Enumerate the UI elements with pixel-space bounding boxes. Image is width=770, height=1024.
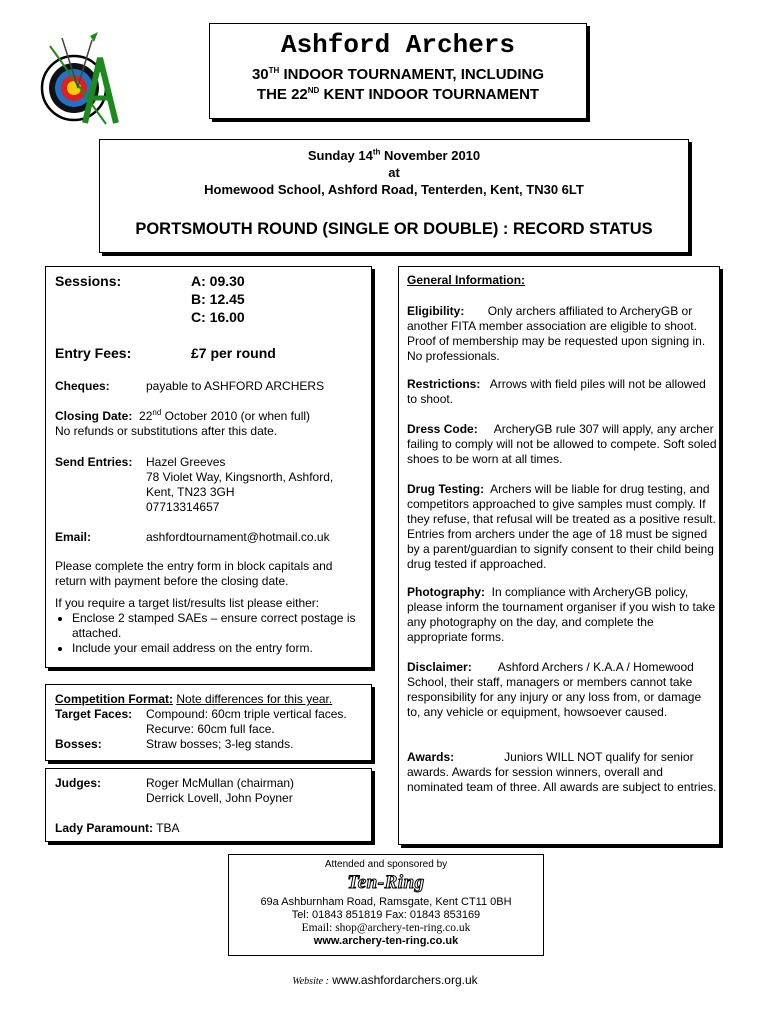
bosses-label: Bosses: bbox=[55, 737, 102, 751]
target-list-options bbox=[46, 611, 390, 656]
club-name: Ashford Archers bbox=[280, 30, 516, 60]
sponsor-address: 69a Ashburnham Road, Ramsgate, Kent CT11 0BH bbox=[260, 896, 512, 908]
competition-format-box bbox=[45, 684, 372, 761]
faces-label: Target Faces: bbox=[55, 707, 133, 721]
cheques-label: Cheques: bbox=[55, 379, 110, 393]
list-item: • Enclose 2 stamped SAEs – ensure correct postage is attached. bbox=[72, 611, 390, 641]
judges-box bbox=[45, 768, 372, 842]
archery-target-logo-icon bbox=[30, 28, 125, 128]
tournament-line-1: 30TH INDOOR TOURNAMENT, INCLUDING bbox=[251, 66, 545, 83]
lady-paramount: Lady Paramount: TBA bbox=[55, 821, 180, 835]
event-venue: Homewood School, Ashford Road, Tenterden, Kent, TN30 6LT bbox=[204, 182, 584, 197]
dress-code-paragraph: Dress Code: ArcheryGB rule 307 will apply, any archer failing to comply will not be allowed to compete. Soft soled shoes to be worn at all times. bbox=[407, 422, 717, 466]
email-value[interactable]: ashfordtournament@hotmail.co.uk bbox=[146, 530, 330, 544]
fees-label: Entry Fees: bbox=[55, 345, 132, 361]
no-refunds: No refunds or substitutions after this date. bbox=[55, 424, 278, 438]
sponsor-attended: Attended and sponsored by bbox=[324, 859, 448, 870]
sponsor-phone: Tel: 01843 851819 Fax: 01843 853169 bbox=[291, 909, 481, 921]
judge-line: Roger McMullan (chairman) bbox=[146, 776, 295, 790]
website-label: Website : bbox=[292, 976, 329, 987]
general-info-heading: General Information: bbox=[407, 273, 526, 287]
session-c: C: 16.00 bbox=[191, 309, 245, 325]
sponsor-box bbox=[228, 854, 544, 956]
send-line: Kent, TN23 3GH bbox=[146, 485, 235, 499]
send-line: Hazel Greeves bbox=[146, 455, 226, 469]
website-url[interactable]: www.ashfordarchers.org.uk bbox=[332, 973, 478, 987]
entry-details-box bbox=[45, 266, 372, 668]
restrictions-paragraph: Restrictions: Arrows with field piles will not be allowed to shoot. bbox=[407, 377, 706, 406]
club-logo bbox=[30, 28, 125, 128]
closing-date: Closing Date: 22nd October 2010 (or when full) bbox=[55, 408, 311, 423]
event-date: Sunday 14th November 2010 bbox=[307, 147, 481, 163]
list-item: • Include your email address on the entry form. bbox=[72, 641, 390, 656]
sponsor-email[interactable]: Email: shop@archery-ten-ring.co.uk bbox=[301, 922, 471, 934]
format-heading: Competition Format: Note differences for this year. bbox=[55, 692, 333, 706]
session-b: B: 12.45 bbox=[191, 291, 245, 307]
faces-line: Compound: 60cm triple vertical faces. bbox=[146, 707, 347, 721]
complete-form-line: Please complete the entry form in block capitals and bbox=[55, 559, 333, 573]
cheques-value: payable to ASHFORD ARCHERS bbox=[146, 379, 325, 393]
bosses-value: Straw bosses; 3-leg stands. bbox=[146, 737, 294, 751]
footer-website bbox=[0, 972, 770, 990]
title-box bbox=[209, 23, 587, 119]
target-list-intro: If you require a target list/results list please either: bbox=[55, 596, 320, 610]
general-info-box bbox=[398, 266, 720, 845]
session-a: A: 09.30 bbox=[191, 273, 245, 289]
sponsor-brand-logo: Ten-Ring bbox=[347, 872, 425, 893]
photography-paragraph: Photography: In compliance with ArcheryGB policy, please inform the tournament organiser if you wish to take any photography on the day, and complete the appropriate forms. bbox=[407, 585, 716, 644]
drug-testing-paragraph: Drug Testing: Archers will be liable for drug testing, and competitors approached to give samples must comply. If they refuse, that refusal will be treated as a positive result. Entries from archers under the age of 18 must be signed by a parent/guardian to signify consent to their child being drug tested if approached. bbox=[407, 482, 716, 571]
sessions-label: Sessions: bbox=[55, 273, 122, 289]
event-at: at bbox=[388, 165, 400, 180]
tournament-line-2: THE 22ND KENT INDOOR TOURNAMENT bbox=[256, 86, 540, 103]
send-entries-label: Send Entries: bbox=[55, 455, 133, 469]
judges-label: Judges: bbox=[55, 776, 102, 790]
eligibility-paragraph: Eligibility: Only archers affiliated to ArcheryGB or another FITA member association are eligible to shoot. Proof of membership may be requested upon signing in. No professionals. bbox=[407, 304, 706, 363]
event-round: PORTSMOUTH ROUND (SINGLE OR DOUBLE) : RECORD STATUS bbox=[135, 220, 653, 238]
event-box bbox=[99, 139, 689, 253]
email-label: Email: bbox=[55, 530, 92, 544]
fees-value: £7 per round bbox=[191, 345, 276, 361]
judge-line: Derrick Lovell, John Poyner bbox=[146, 791, 293, 805]
faces-line: Recurve: 60cm full face. bbox=[146, 722, 275, 736]
disclaimer-paragraph: Disclaimer: Ashford Archers / K.A.A / Homewood School, their staff, managers or members cannot take responsibility for any injury or any loss from, or damage to, any vehicle or equipment, howsoever caused. bbox=[407, 660, 702, 719]
send-line: 78 Violet Way, Kingsnorth, Ashford, bbox=[146, 470, 334, 484]
send-line: 07713314657 bbox=[146, 500, 220, 514]
awards-paragraph: Awards: Juniors WILL NOT qualify for senior awards. Awards for session winners, overall and nominated team of three. All awards are subject to entries. bbox=[407, 750, 717, 794]
complete-form-line: return with payment before the closing date. bbox=[55, 574, 289, 588]
sponsor-web[interactable]: www.archery-ten-ring.co.uk bbox=[313, 935, 459, 947]
